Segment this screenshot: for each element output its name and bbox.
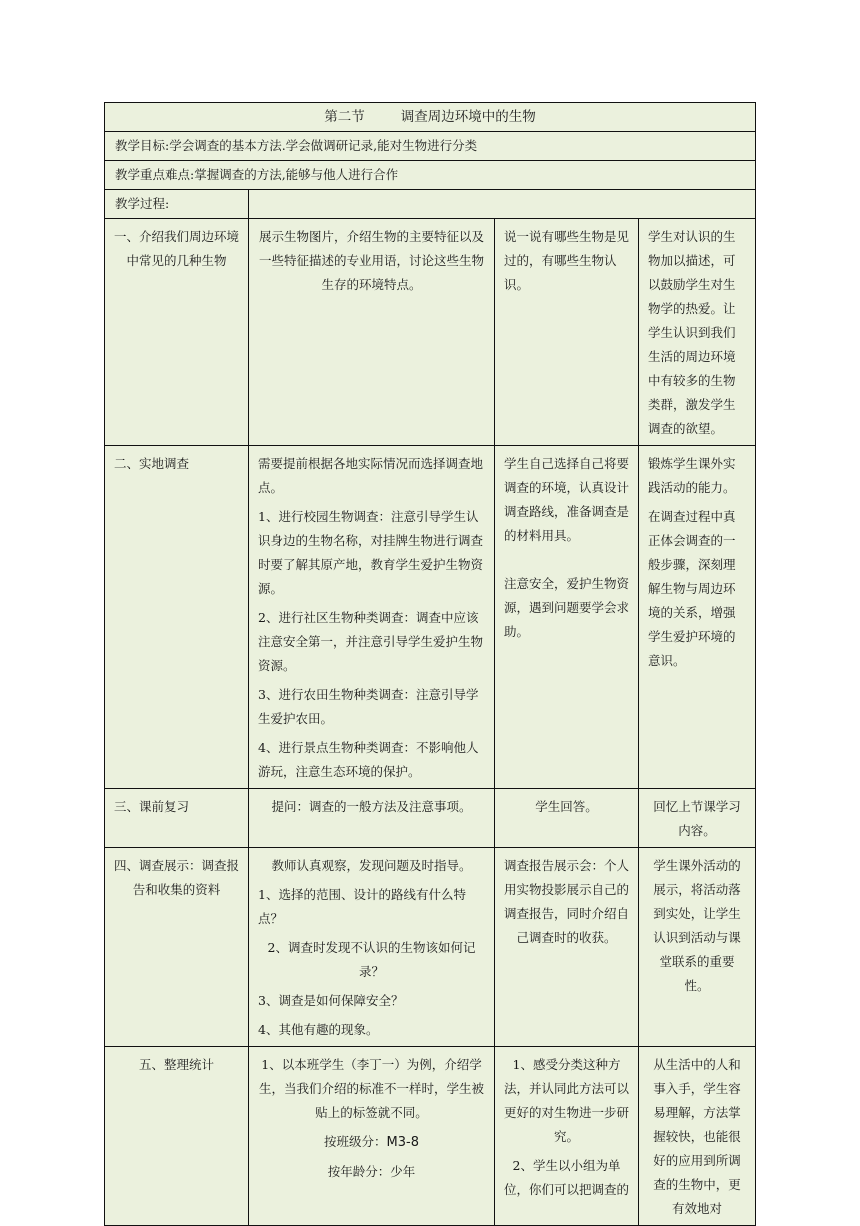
teacher-text: 3、调查是如何保障安全？ — [258, 993, 404, 1008]
teacher-text: 3、进行农田生物种类调查：注意引导学生爱护农田。 — [258, 687, 479, 726]
teacher-text: 按班级分： — [324, 1134, 387, 1149]
intent-text: 锻炼学生课外实践活动的能力。 — [648, 456, 736, 495]
table-row — [105, 1047, 756, 1226]
stage-cell — [105, 446, 249, 789]
stage-cell — [105, 219, 249, 446]
teacher-text: 2、进行社区生物种类调查：调查中应该注意安全第一，并注意引导学生爱护生物资源。 — [258, 610, 484, 673]
table-row — [105, 219, 756, 446]
teacher-text: 提问：调查的一般方法及注意事项。 — [271, 799, 472, 814]
teacher-text: 1、以本班学生（李丁一）为例，介绍学生，当我们介绍的标准不一样时，学生被贴上的标签就不同。 — [258, 1057, 484, 1120]
intent-text: 从生活中的人和事入手，学生容易理解，方法掌握较快，也能很好的应用到所调查的生物中，更有效地对 — [653, 1057, 741, 1216]
intent-cell — [639, 848, 756, 1047]
stage-text: 一、介绍我们周边环境中常见的几种生物 — [114, 229, 240, 268]
class-code: M3-8 — [386, 1135, 419, 1150]
intent-cell — [639, 446, 756, 789]
teacher-text: 展示生物图片，介绍生物的主要特征以及一些特征描述的专业用语，讨论这些生物生存的环境特点。 — [258, 229, 484, 292]
student-text: 学生回答。 — [535, 799, 598, 814]
teacher-cell — [249, 219, 495, 446]
teacher-text: 需要提前根据各地实际情况而选择调查地点。 — [258, 456, 484, 495]
stage-text: 二、实地调查 — [114, 456, 190, 471]
key-points-text: 教学重点难点:掌握调查的方法,能够与他人进行合作 — [105, 161, 756, 190]
stage-text: 五、整理统计 — [138, 1057, 214, 1072]
page-title — [105, 103, 756, 132]
teacher-text: 1、选择的范围、设计的路线有什么特点？ — [258, 887, 466, 926]
student-text: 学生自己选择自己将要调查的环境，认真设计调查路线，准备调查是的材料用具。 — [504, 456, 630, 543]
objectives-row — [105, 132, 756, 161]
teacher-text: 按年龄分：少年 — [327, 1164, 416, 1179]
student-cell — [495, 446, 639, 789]
teacher-text: 1、进行校园生物调查：注意引导学生认识身边的生物名称，对挂牌生物进行调查时要了解其原产地，教育学生爱护生物资源。 — [258, 509, 484, 596]
intent-text: 回忆上节课学习内容。 — [653, 799, 741, 838]
key-points-row — [105, 161, 756, 190]
stage-cell — [105, 1047, 249, 1226]
lesson-plan-table — [104, 102, 756, 1226]
student-text: 说一说有哪些生物是见过的，有哪些生物认识。 — [504, 229, 630, 292]
teacher-cell — [249, 446, 495, 789]
intent-cell — [639, 219, 756, 446]
teacher-cell — [249, 848, 495, 1047]
teacher-text: 4、其他有趣的现象。 — [258, 1022, 379, 1037]
student-cell — [495, 219, 639, 446]
intent-cell — [639, 789, 756, 848]
stage-text: 四、调查展示：调查报告和收集的资料 — [114, 858, 240, 897]
title-topic: 调查周边环境中的生物 — [400, 109, 536, 125]
intent-text: 在调查过程中真正体会调查的一般步骤，深刻理解生物与周边环境的关系，增强学生爱护环境的意识。 — [648, 509, 736, 668]
student-cell — [495, 848, 639, 1047]
title-row — [105, 103, 756, 132]
student-text: 2、学生以小组为单位，你们可以把调查的 — [504, 1158, 630, 1197]
student-text: 调查报告展示会：个人用实物投影展示自己的调查报告，同时介绍自己调查时的收获。 — [504, 858, 630, 945]
student-text: 注意安全，爱护生物资源，遇到问题要学会求助。 — [504, 576, 630, 639]
teacher-text: 2、调查时发现不认识的生物该如何记录？ — [267, 940, 476, 979]
teacher-class-line — [258, 1130, 485, 1155]
teacher-cell — [249, 1047, 495, 1226]
table-row — [105, 848, 756, 1047]
process-label: 教学过程: — [105, 190, 249, 219]
intent-text: 学生对认识的生物加以描述，可以鼓励学生对生物学的热爱。让学生认识到我们生活的周边环境中有较多的生物类群，激发学生调查的欲望。 — [648, 229, 736, 436]
stage-text: 三、课前复习 — [114, 799, 190, 814]
intent-text: 学生课外活动的展示，将活动落到实处，让学生认识到活动与课堂联系的重要性。 — [653, 858, 741, 993]
teacher-text: 教师认真观察，发现问题及时指导。 — [271, 858, 472, 873]
table-row — [105, 789, 756, 848]
stage-cell — [105, 789, 249, 848]
teacher-cell — [249, 789, 495, 848]
student-cell — [495, 789, 639, 848]
process-blank — [249, 190, 756, 219]
title-section: 第二节 — [324, 109, 365, 125]
lesson-plan-sheet — [104, 102, 755, 1226]
stage-cell — [105, 848, 249, 1047]
teacher-text: 4、进行景点生物种类调查：不影响他人游玩，注意生态环境的保护。 — [258, 740, 479, 779]
intent-cell — [639, 1047, 756, 1226]
process-header-row — [105, 190, 756, 219]
table-row — [105, 446, 756, 789]
student-cell — [495, 1047, 639, 1226]
student-text: 1、感受分类这种方法，并认同此方法可以更好的对生物进一步研究。 — [504, 1057, 630, 1144]
objectives-text: 教学目标:学会调查的基本方法.学会做调研记录,能对生物进行分类 — [105, 132, 756, 161]
